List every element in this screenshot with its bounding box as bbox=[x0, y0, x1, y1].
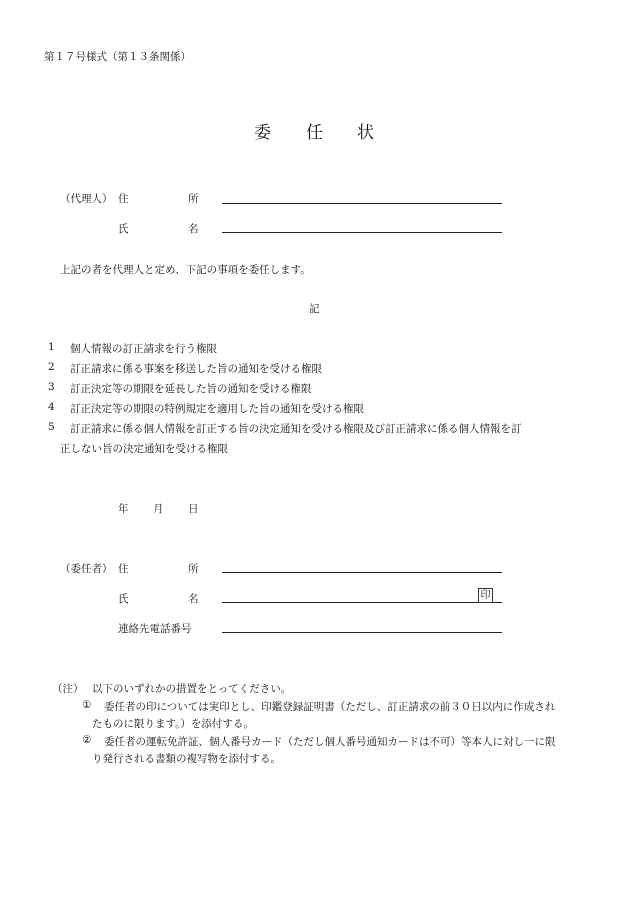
date-year: 年 bbox=[118, 503, 129, 515]
agent-tag: （代理人） bbox=[60, 193, 113, 205]
title-char-3: 状 bbox=[357, 123, 374, 143]
item-number: 1 bbox=[48, 341, 55, 353]
ki-heading: 記 bbox=[309, 303, 320, 315]
note-1-line-2: たものに限ります。）を添付する。 bbox=[92, 718, 254, 730]
item-text-continued: 正しない旨の決定通知を受ける権限 bbox=[60, 443, 228, 455]
notes-label: （注） bbox=[52, 683, 84, 695]
form-number: 第１７号様式（第１３条関係） bbox=[44, 51, 191, 63]
item-text: 訂正決定等の期限の特例規定を適用した旨の通知を受ける権限 bbox=[70, 403, 364, 415]
agent-address-field[interactable] bbox=[222, 203, 502, 204]
item-text: 訂正請求に係る個人情報を訂正する旨の決定通知を受ける権限及び訂正請求に係る個人情報を訂 bbox=[70, 423, 522, 435]
agent-name-field[interactable] bbox=[222, 232, 502, 233]
principal-address-label-2: 所 bbox=[188, 563, 199, 575]
agent-address-label-2: 所 bbox=[188, 193, 199, 205]
principal-name-field[interactable] bbox=[222, 602, 502, 603]
item-text: 訂正請求に係る事案を移送した旨の通知を受ける権限 bbox=[70, 363, 322, 375]
agent-name-label-1: 氏 bbox=[118, 223, 129, 235]
agent-name-label-2: 名 bbox=[188, 223, 199, 235]
note-1-mark: ① bbox=[82, 699, 92, 711]
notes-intro: 以下のいずれかの措置をとってください。 bbox=[92, 683, 292, 695]
title-char-1: 委 bbox=[254, 123, 271, 143]
principal-tag: （委任者） bbox=[60, 563, 113, 575]
item-number: 2 bbox=[48, 361, 55, 373]
principal-address-field[interactable] bbox=[222, 572, 502, 573]
principal-name-label-2: 名 bbox=[188, 593, 199, 605]
principal-name-label-1: 氏 bbox=[118, 593, 129, 605]
date-month: 月 bbox=[153, 503, 164, 515]
note-2-mark: ② bbox=[82, 734, 92, 746]
seal-mark: 印 bbox=[478, 588, 493, 603]
note-2-line-1: 委任者の運転免許証、個人番号カード（ただし個人番号通知カードは不可）等本人に対し一に限 bbox=[104, 736, 556, 748]
title-char-2: 任 bbox=[306, 123, 323, 143]
principal-phone-label: 連絡先電話番号 bbox=[118, 623, 192, 635]
delegation-statement: 上記の者を代理人と定め、下記の事項を委任します。 bbox=[60, 264, 311, 276]
item-number: 3 bbox=[48, 381, 55, 393]
item-text: 訂正決定等の期限を延長した旨の通知を受ける権限 bbox=[70, 383, 312, 395]
principal-phone-field[interactable] bbox=[222, 632, 502, 633]
note-1-line-1: 委任者の印については実印とし、印鑑登録証明書（ただし、訂正請求の前３０日以内に作成され bbox=[104, 701, 556, 713]
date-day: 日 bbox=[188, 503, 199, 515]
item-text: 個人情報の訂正請求を行う権限 bbox=[70, 343, 217, 355]
item-number: 4 bbox=[48, 401, 55, 413]
principal-address-label-1: 住 bbox=[118, 563, 129, 575]
item-number: 5 bbox=[48, 421, 55, 433]
note-2-line-2: り発行される書類の複写物を添付する。 bbox=[92, 753, 281, 765]
agent-address-label-1: 住 bbox=[118, 193, 129, 205]
